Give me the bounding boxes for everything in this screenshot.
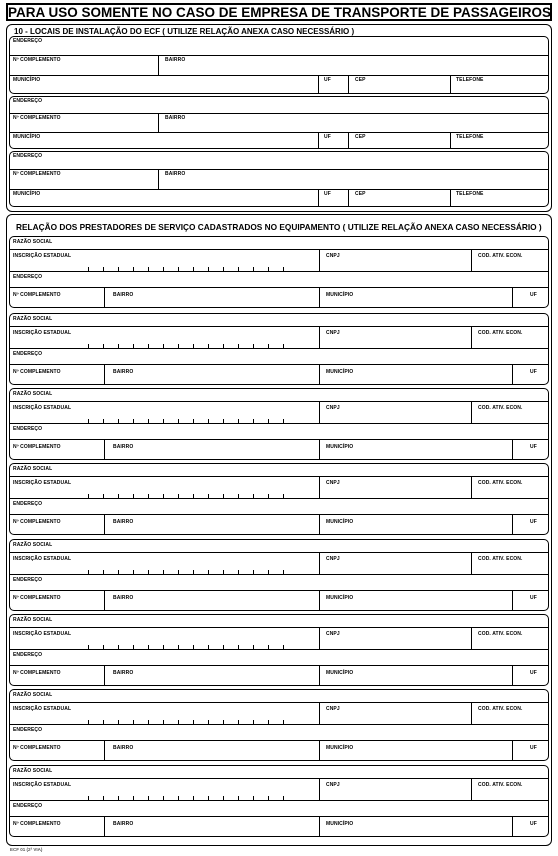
cnpj-label: CNPJ [326, 782, 340, 788]
inscricao-label: INSCRIÇÃO ESTADUAL [13, 330, 72, 336]
col-divider [512, 740, 513, 760]
col-divider [319, 552, 320, 574]
complemento-label: Nº COMPLEMENTO [13, 57, 61, 63]
col-divider [319, 287, 320, 307]
col-divider [471, 476, 472, 498]
row-divider [10, 498, 548, 499]
cnpj-label: CNPJ [326, 556, 340, 562]
row-divider [10, 439, 548, 440]
section-10-heading: 10 - LOCAIS DE INSTALAÇÃO DO ECF ( UTILIZE RELAÇÃO ANEXA CASO NECESSÁRIO ) [14, 27, 355, 36]
col-divider [471, 401, 472, 423]
form-title: PARA USO SOMENTE NO CASO DE EMPRESA DE TRANSPORTE DE PASSAGEIROS [8, 5, 552, 20]
col-divider [450, 75, 451, 93]
row-divider [10, 552, 548, 553]
row-divider [10, 724, 548, 725]
cod-ativ-label: COD. ATIV. ECON. [478, 782, 523, 788]
col-divider [512, 665, 513, 685]
row-divider [10, 800, 548, 801]
col-divider [471, 627, 472, 649]
row-divider [10, 514, 548, 515]
complemento-label: Nº COMPLEMENTO [13, 171, 61, 177]
endereco-label: ENDEREÇO [13, 38, 43, 44]
bairro-label: BAIRRO [165, 171, 186, 177]
razao-social-label: RAZÃO SOCIAL [13, 542, 53, 548]
municipio-label: MUNICÍPIO [326, 369, 354, 375]
bairro-label: BAIRRO [165, 57, 186, 63]
razao-social-label: RAZÃO SOCIAL [13, 768, 53, 774]
razao-social-label: RAZÃO SOCIAL [13, 617, 53, 623]
col-divider [319, 627, 320, 649]
col-divider [348, 75, 349, 93]
bairro-label: BAIRRO [113, 369, 134, 375]
row-divider [10, 649, 548, 650]
row-divider [10, 627, 548, 628]
municipio-label: MUNICÍPIO [13, 134, 41, 140]
bairro-label: BAIRRO [113, 292, 134, 298]
col-divider [471, 778, 472, 800]
cep-label: CEP [355, 191, 366, 197]
uf-label: UF [530, 444, 537, 450]
prestador-block [9, 463, 549, 535]
row-divider [10, 476, 548, 477]
col-divider [104, 514, 105, 534]
inscricao-label: INSCRIÇÃO ESTADUAL [13, 253, 72, 259]
ecf-location-block [9, 36, 549, 94]
col-divider [318, 132, 319, 148]
razao-social-label: RAZÃO SOCIAL [13, 466, 53, 472]
col-divider [319, 740, 320, 760]
row-divider [10, 574, 548, 575]
row-divider [10, 271, 548, 272]
col-divider [104, 364, 105, 384]
complemento-label: Nº COMPLEMENTO [13, 115, 61, 121]
municipio-label: MUNICÍPIO [326, 745, 354, 751]
complemento-label: Nº COMPLEMENTO [13, 369, 61, 375]
col-divider [319, 476, 320, 498]
row-divider [10, 132, 548, 133]
row-divider [10, 55, 548, 56]
bairro-label: BAIRRO [113, 745, 134, 751]
col-divider [104, 590, 105, 610]
uf-label: UF [530, 595, 537, 601]
col-divider [450, 132, 451, 148]
cod-ativ-label: COD. ATIV. ECON. [478, 330, 523, 336]
cnpj-label: CNPJ [326, 330, 340, 336]
col-divider [318, 189, 319, 206]
col-divider [319, 778, 320, 800]
uf-label: UF [530, 670, 537, 676]
endereco-label: ENDEREÇO [13, 803, 43, 809]
razao-social-label: RAZÃO SOCIAL [13, 391, 53, 397]
prestador-block [9, 539, 549, 611]
endereco-label: ENDEREÇO [13, 727, 43, 733]
complemento-label: Nº COMPLEMENTO [13, 444, 61, 450]
inscricao-label: INSCRIÇÃO ESTADUAL [13, 631, 72, 637]
cod-ativ-label: COD. ATIV. ECON. [478, 556, 523, 562]
col-divider [319, 514, 320, 534]
col-divider [319, 401, 320, 423]
row-divider [10, 702, 548, 703]
complemento-label: Nº COMPLEMENTO [13, 292, 61, 298]
endereco-label: ENDEREÇO [13, 652, 43, 658]
col-divider [471, 326, 472, 348]
col-divider [512, 590, 513, 610]
municipio-label: MUNICÍPIO [326, 444, 354, 450]
endereco-label: ENDEREÇO [13, 98, 43, 104]
col-divider [104, 287, 105, 307]
col-divider [104, 439, 105, 459]
col-divider [158, 169, 159, 189]
endereco-label: ENDEREÇO [13, 577, 43, 583]
cnpj-label: CNPJ [326, 480, 340, 486]
row-divider [10, 423, 548, 424]
col-divider [318, 75, 319, 93]
row-divider [10, 816, 548, 817]
municipio-label: MUNICÍPIO [326, 595, 354, 601]
municipio-label: MUNICÍPIO [326, 292, 354, 298]
uf-label: UF [530, 821, 537, 827]
prestador-block [9, 614, 549, 686]
bairro-label: BAIRRO [113, 821, 134, 827]
form-footer: ECF 01 (2ª VIA) [10, 847, 43, 852]
uf-label: UF [530, 519, 537, 525]
prestador-block [9, 689, 549, 761]
uf-label: UF [530, 369, 537, 375]
col-divider [471, 702, 472, 724]
prestador-block [9, 388, 549, 460]
cod-ativ-label: COD. ATIV. ECON. [478, 253, 523, 259]
col-divider [450, 189, 451, 206]
row-divider [10, 189, 548, 190]
row-divider [10, 249, 548, 250]
cep-label: CEP [355, 134, 366, 140]
prestador-block [9, 236, 549, 308]
row-divider [10, 75, 548, 76]
col-divider [104, 740, 105, 760]
bairro-label: BAIRRO [113, 519, 134, 525]
cod-ativ-label: COD. ATIV. ECON. [478, 405, 523, 411]
inscricao-label: INSCRIÇÃO ESTADUAL [13, 706, 72, 712]
inscricao-label: INSCRIÇÃO ESTADUAL [13, 405, 72, 411]
municipio-label: MUNICÍPIO [13, 191, 41, 197]
bairro-label: BAIRRO [165, 115, 186, 121]
cod-ativ-label: COD. ATIV. ECON. [478, 706, 523, 712]
row-divider [10, 401, 548, 402]
complemento-label: Nº COMPLEMENTO [13, 519, 61, 525]
bairro-label: BAIRRO [113, 444, 134, 450]
col-divider [348, 132, 349, 148]
row-divider [10, 665, 548, 666]
cod-ativ-label: COD. ATIV. ECON. [478, 631, 523, 637]
col-divider [348, 189, 349, 206]
ecf-location-block [9, 96, 549, 149]
col-divider [104, 665, 105, 685]
col-divider [158, 55, 159, 75]
cnpj-label: CNPJ [326, 706, 340, 712]
endereco-label: ENDEREÇO [13, 351, 43, 357]
telefone-label: TELEFONE [456, 191, 484, 197]
col-divider [104, 816, 105, 836]
endereco-label: ENDEREÇO [13, 426, 43, 432]
cnpj-label: CNPJ [326, 405, 340, 411]
row-divider [10, 590, 548, 591]
razao-social-label: RAZÃO SOCIAL [13, 692, 53, 698]
row-divider [10, 364, 548, 365]
razao-social-label: RAZÃO SOCIAL [13, 239, 53, 245]
col-divider [319, 816, 320, 836]
col-divider [319, 364, 320, 384]
col-divider [319, 702, 320, 724]
municipio-label: MUNICÍPIO [326, 519, 354, 525]
col-divider [512, 439, 513, 459]
col-divider [319, 590, 320, 610]
prestador-block [9, 765, 549, 837]
inscricao-label: INSCRIÇÃO ESTADUAL [13, 480, 72, 486]
razao-social-label: RAZÃO SOCIAL [13, 316, 53, 322]
uf-label: UF [530, 745, 537, 751]
col-divider [512, 287, 513, 307]
uf-label: UF [530, 292, 537, 298]
uf-label: UF [324, 77, 331, 83]
complemento-label: Nº COMPLEMENTO [13, 745, 61, 751]
row-divider [10, 326, 548, 327]
complemento-label: Nº COMPLEMENTO [13, 821, 61, 827]
prestador-block [9, 313, 549, 385]
cep-label: CEP [355, 77, 366, 83]
ecf-location-block [9, 151, 549, 207]
cod-ativ-label: COD. ATIV. ECON. [478, 480, 523, 486]
col-divider [319, 665, 320, 685]
inscricao-label: INSCRIÇÃO ESTADUAL [13, 782, 72, 788]
municipio-label: MUNICÍPIO [326, 821, 354, 827]
endereco-label: ENDEREÇO [13, 153, 43, 159]
col-divider [512, 364, 513, 384]
uf-label: UF [324, 191, 331, 197]
col-divider [512, 816, 513, 836]
inscricao-label: INSCRIÇÃO ESTADUAL [13, 556, 72, 562]
endereco-label: ENDEREÇO [13, 501, 43, 507]
row-divider [10, 740, 548, 741]
col-divider [512, 514, 513, 534]
telefone-label: TELEFONE [456, 134, 484, 140]
row-divider [10, 778, 548, 779]
complemento-label: Nº COMPLEMENTO [13, 670, 61, 676]
uf-label: UF [324, 134, 331, 140]
cnpj-label: CNPJ [326, 253, 340, 259]
row-divider [10, 169, 548, 170]
bairro-label: BAIRRO [113, 670, 134, 676]
row-divider [10, 287, 548, 288]
row-divider [10, 113, 548, 114]
col-divider [319, 439, 320, 459]
row-divider [10, 348, 548, 349]
complemento-label: Nº COMPLEMENTO [13, 595, 61, 601]
col-divider [319, 326, 320, 348]
col-divider [158, 113, 159, 132]
municipio-label: MUNICÍPIO [326, 670, 354, 676]
municipio-label: MUNICÍPIO [13, 77, 41, 83]
telefone-label: TELEFONE [456, 77, 484, 83]
section-prestadores-heading: RELAÇÃO DOS PRESTADORES DE SERVIÇO CADASTRADOS NO EQUIPAMENTO ( UTILIZE RELAÇÃO ANEXA CASO NECESSÁRIO ) [16, 222, 542, 232]
bairro-label: BAIRRO [113, 595, 134, 601]
endereco-label: ENDEREÇO [13, 274, 43, 280]
cnpj-label: CNPJ [326, 631, 340, 637]
col-divider [471, 249, 472, 271]
col-divider [471, 552, 472, 574]
col-divider [319, 249, 320, 271]
